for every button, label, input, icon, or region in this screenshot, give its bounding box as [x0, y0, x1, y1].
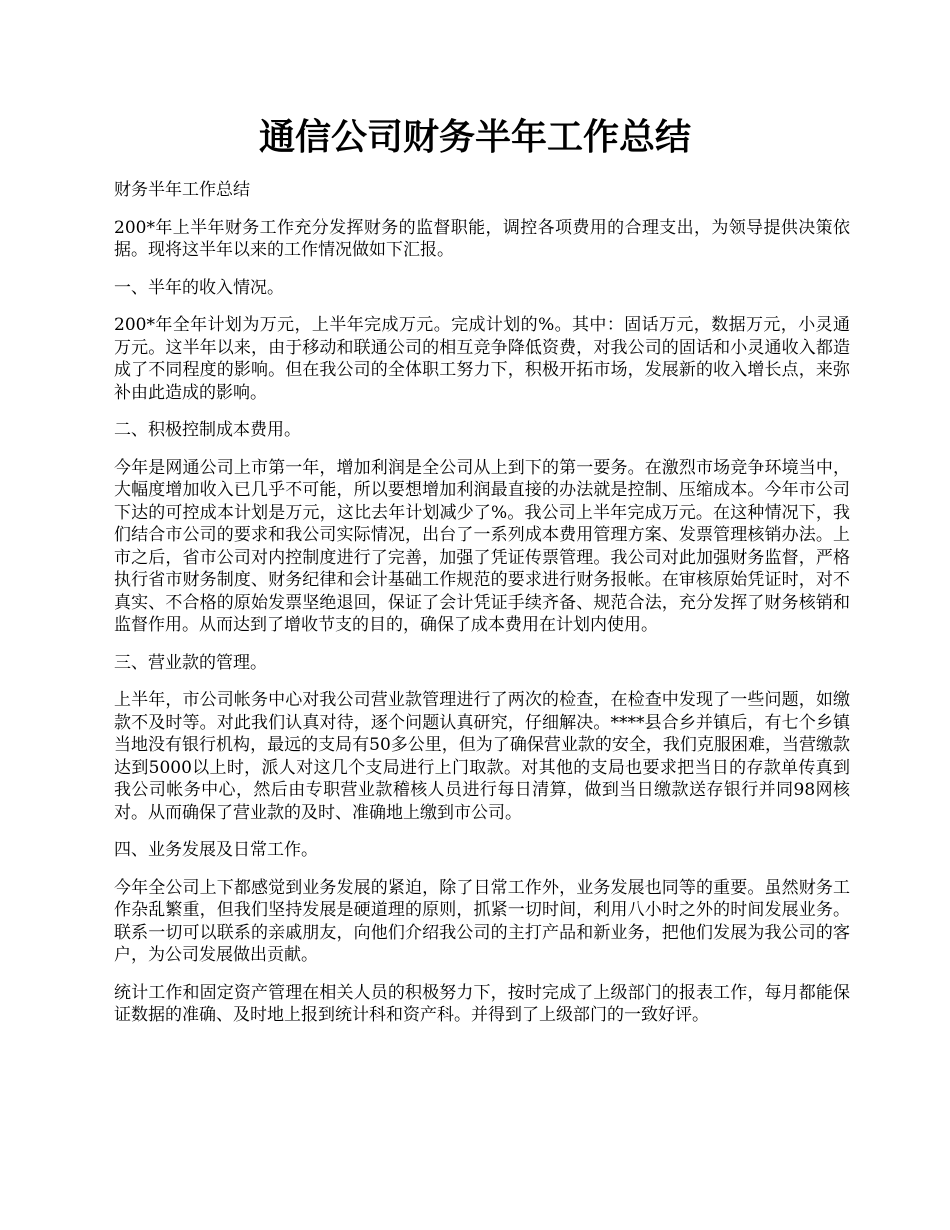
section-heading-income: 一、半年的收入情况。 [114, 277, 284, 298]
paragraph-revenue-management: 上半年，市公司帐务中心对我公司营业款管理进行了两次的检查，在检查中发现了一些问题，如缴款不及时等。对此我们认真对待，逐个问题认真研究，仔细解决。****县合乡并镇后，有七个乡镇当地没有银行机构，最远的支局有50多公里，但为了确保营业款的安全，我们克服困难，当营缴款达到5000以上时，派人对这几个支局进行上门取款。对其他的支局也要求把当日的存款单传真到我公司帐务中心，然后由专职营业款稽核人员进行每日清算，做到当日缴款送存银行并同98网核对。从而确保了营业款的及时、准确地上缴到市公司。 [114, 690, 850, 823]
section-heading-business-development: 四、业务发展及日常工作。 [114, 840, 318, 860]
paragraph-business-development: 今年全公司上下都感觉到业务发展的紧迫，除了日常工作外，业务发展也同等的重要。虽然财务工作杂乱繁重，但我们坚持发展是硬道理的原则，抓紧一切时间，利用八小时之外的时间发展业务。联系一切可以联系的亲戚朋友，向他们介绍我公司的主打产品和新业务，把他们发展为我公司的客户，为公司发展做出贡献。 [114, 877, 850, 965]
paragraph-cost-control: 今年是网通公司上市第一年，增加利润是全公司从上到下的第一要务。在激烈市场竞争环境当中，大幅度增加收入已几乎不可能，所以要想增加利润最直接的办法就是控制、压缩成本。今年市公司下达的可控成本计划是万元，这比去年计划减少了%。我公司上半年完成万元。在这种情况下，我们结合市公司的要求和我公司实际情况，出台了一系列成本费用管理方案、发票管理核销办法。上市之后，省市公司对内控制度进行了完善，加强了凭证传票管理。我公司对此加强财务监督，严格执行省市财务制度、财务纪律和会计基础工作规范的要求进行财务报帐。在审核原始凭证时，对不真实、不合格的原始发票坚绝退回，保证了会计凭证手续齐备、规范合法，充分发挥了财务核销和监督作用。从而达到了增收节支的目的，确保了成本费用在计划内使用。 [114, 457, 850, 635]
document-body [114, 179, 850, 1042]
paragraph-income: 200*年全年计划为万元，上半年完成万元。完成计划的%。其中：固话万元，数据万元，小灵通万元。这半年以来，由于移动和联通公司的相互竞争降低资费，对我公司的固话和小灵通收入都造成了不同程度的影响。但在我公司的全体职工努力下，积极开拓市场，发展新的收入增长点，来弥补由此造成的影响。 [114, 315, 850, 403]
document-title: 通信公司财务半年工作总结 [258, 116, 691, 158]
paragraph-subtitle: 财务半年工作总结 [114, 180, 250, 200]
paragraph-intro: 200*年上半年财务工作充分发挥财务的监督职能，调控各项费用的合理支出，为领导提供决策依据。现将这半年以来的工作情况做如下汇报。 [114, 217, 850, 260]
section-heading-cost-control: 二、积极控制成本费用。 [114, 420, 301, 440]
paragraph-statistics: 统计工作和固定资产管理在相关人员的积极努力下，按时完成了上级部门的报表工作，每月都能保证数据的准确、及时地上报到统计科和资产科。并得到了上级部门的一致好评。 [114, 982, 850, 1025]
section-heading-revenue-management: 三、营业款的管理。 [114, 652, 267, 673]
